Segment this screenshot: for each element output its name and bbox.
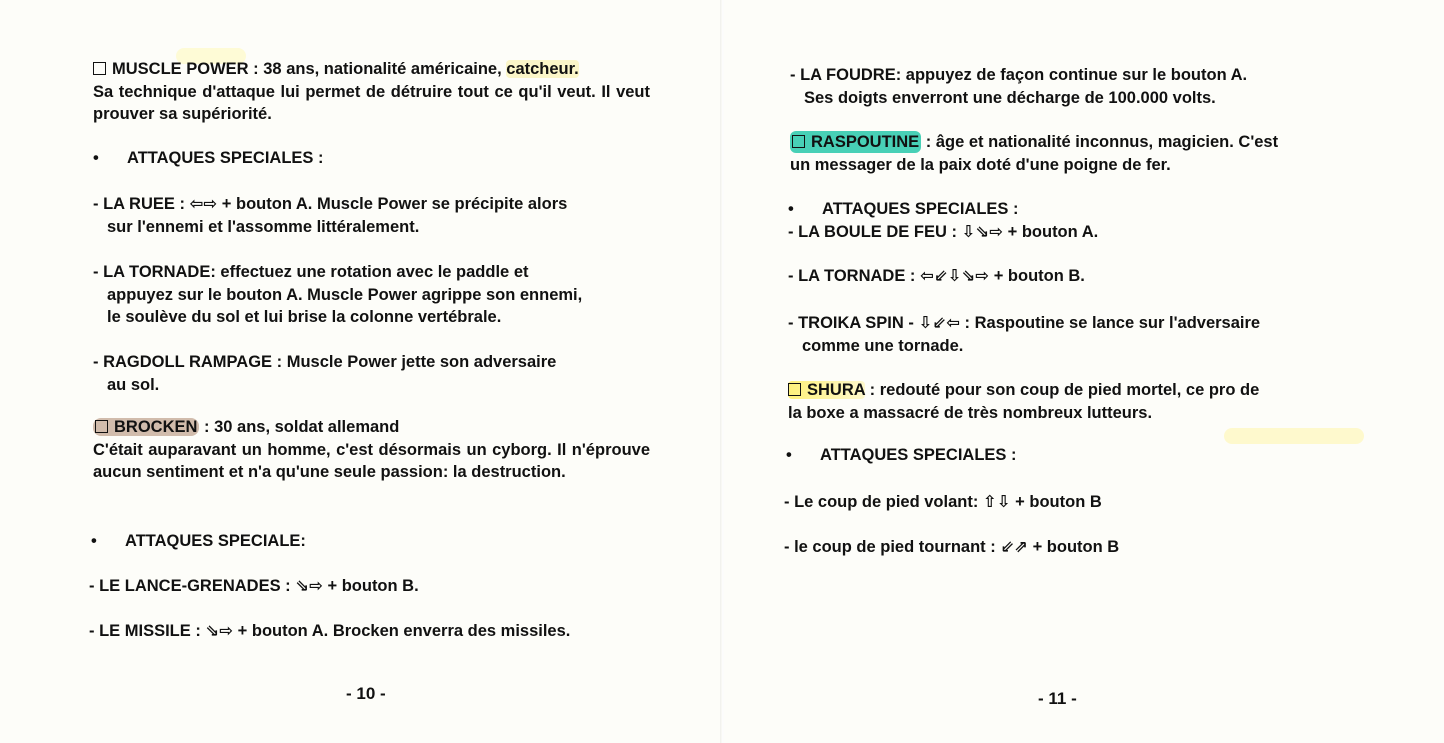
raspoutine-intro	[790, 131, 1390, 176]
intro-text: : redouté pour son coup de pied mortel, ce pro de	[865, 381, 1260, 399]
intro-text: : 30 ans, soldat allemand	[199, 418, 400, 436]
character-name-raspoutine: RASPOUTINE	[811, 133, 920, 151]
checkbox-square-icon	[93, 62, 106, 75]
attacks-heading	[91, 530, 306, 553]
heading-text: ATTAQUES SPECIALES :	[127, 149, 324, 167]
attack-la-tornade-raspoutine	[788, 265, 1388, 288]
attack-line: - Le coup de pied volant: ⇧⇩ + bouton B	[784, 493, 1102, 511]
highlighter-streak	[1224, 428, 1364, 444]
heading-text: ATTAQUES SPECIALES :	[820, 446, 1017, 464]
attack-troika-spin	[788, 312, 1408, 357]
attack-le-missile	[89, 620, 669, 643]
right-page	[724, 0, 1444, 743]
intro-text: : 38 ans, nationalité américaine,	[248, 60, 507, 78]
attack-la-foudre	[790, 64, 1390, 109]
attack-line: - LE MISSILE : ⇘⇨ + bouton A. Brocken enverra des missiles.	[89, 622, 571, 640]
highlighted-word: catcheur.	[506, 60, 579, 78]
attacks-heading	[786, 444, 1017, 467]
muscle-power-intro	[93, 58, 650, 126]
character-description: la boxe a massacré de très nombreux lutteurs.	[788, 403, 1153, 422]
attack-boule-de-feu	[788, 221, 1388, 244]
attack-line: sur l'ennemi et l'assomme littéralement.	[107, 217, 420, 236]
attack-line: Ses doigts enverront une décharge de 100.000 volts.	[804, 88, 1216, 107]
page-number: - 11 -	[1038, 689, 1077, 708]
character-description: un messager de la paix doté d'une poigne de fer.	[790, 155, 1171, 174]
checkbox-square-icon	[95, 420, 108, 433]
attack-line: - TROIKA SPIN - ⇩⇙⇦ : Raspoutine se lance sur l'adversaire	[788, 314, 1261, 332]
attack-line: - LA BOULE DE FEU : ⇩⇘⇨ + bouton A.	[788, 223, 1099, 241]
attack-line: - le coup de pied tournant : ⇙⇗ + bouton B	[784, 538, 1120, 556]
attack-coup-de-pied-volant	[784, 491, 1384, 514]
page-number: - 10 -	[346, 684, 386, 703]
attacks-heading	[788, 198, 1019, 221]
attack-line: - LA TORNADE : ⇦⇙⇩⇘⇨ + bouton B.	[788, 267, 1085, 285]
attack-line: comme une tornade.	[802, 336, 964, 355]
attack-line: - LA FOUDRE: appuyez de façon continue sur le bouton A.	[790, 66, 1248, 84]
attack-line: - RAGDOLL RAMPAGE : Muscle Power jette son adversaire	[93, 353, 557, 371]
attack-ragdoll-rampage	[93, 351, 653, 396]
brocken-intro	[93, 416, 650, 484]
character-description: C'était auparavant un homme, c'est désormais un cyborg. Il n'éprouve aucun sentiment et n'a qu'une seule passion: la destruction.	[93, 440, 650, 481]
character-name-muscle-power: MUSCLE POWER	[112, 60, 249, 78]
bullet-icon: •	[93, 149, 99, 167]
bullet-icon: •	[91, 532, 97, 550]
bullet-icon: •	[786, 446, 792, 464]
attack-line: le soulève du sol et lui brise la colonne vertébrale.	[107, 308, 502, 326]
attack-la-tornade	[93, 261, 663, 329]
character-name-brocken: BROCKEN	[114, 418, 198, 436]
attacks-heading	[93, 147, 324, 170]
bullet-icon: •	[788, 200, 794, 218]
attack-line: - LA RUEE : ⇦⇨ + bouton A. Muscle Power se précipite alors	[93, 195, 568, 213]
checkbox-square-icon	[788, 383, 801, 396]
attack-line: - LE LANCE-GRENADES : ⇘⇨ + bouton B.	[89, 577, 419, 595]
attack-line: - LA TORNADE: effectuez une rotation avec le paddle et	[93, 263, 529, 281]
attack-lance-grenades	[89, 575, 649, 598]
character-description: Sa technique d'attaque lui permet de détruire tout ce qu'il veut. Il veut prouver sa supériorité.	[93, 82, 650, 123]
heading-text: ATTAQUES SPECIALE:	[125, 532, 306, 550]
attack-line: appuyez sur le bouton A. Muscle Power agrippe son ennemi,	[107, 285, 583, 304]
checkbox-square-icon	[792, 135, 805, 148]
heading-text: ATTAQUES SPECIALES :	[822, 200, 1019, 218]
intro-text: : âge et nationalité inconnus, magicien. C'est	[921, 133, 1279, 151]
character-name-shura: SHURA	[807, 381, 866, 399]
attack-line: au sol.	[107, 375, 160, 394]
attack-coup-de-pied-tournant	[784, 536, 1384, 559]
shura-intro	[788, 379, 1408, 424]
attack-la-ruee	[93, 193, 653, 238]
